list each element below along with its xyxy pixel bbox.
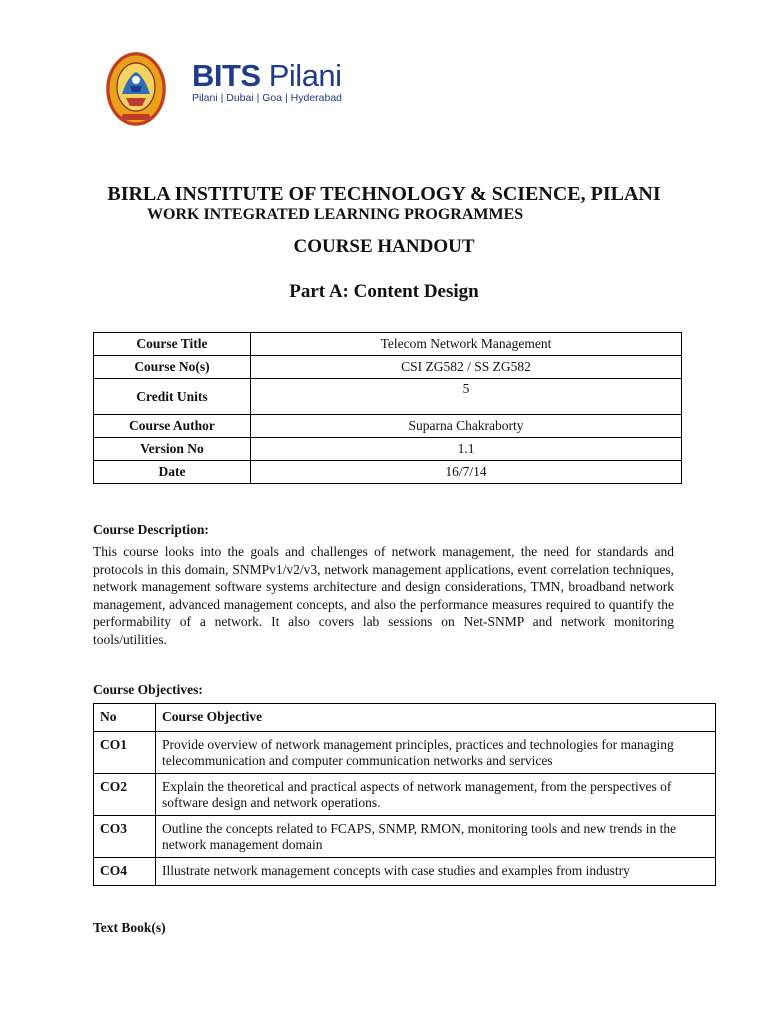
table-row bbox=[94, 732, 716, 774]
table-header-row bbox=[94, 704, 716, 732]
course-description-text: This course looks into the goals and challenges of network management, the need for standards and protocols in this domain, SNMPv1/v2/v3, network management applications, event correlation techniques, network management software systems architecture and design considerations, TMN, broadband network management, advanced management concepts, and also the performance measures required to quantify the performability of a network. It also covers lab sessions on Net-SNMP and network monitoring tools/utilities. bbox=[93, 544, 674, 647]
course-info-table bbox=[93, 332, 682, 484]
table-row bbox=[94, 461, 682, 484]
course-no-value: CSI ZG582 / SS ZG582 bbox=[251, 356, 682, 379]
logo-campus-list: Pilani | Dubai | Goa | Hyderabad bbox=[192, 92, 343, 104]
objective-no: CO4 bbox=[94, 858, 156, 886]
course-author-value: Suparna Chakraborty bbox=[251, 415, 682, 438]
objective-text: Explain the theoretical and practical aspects of network management, from the perspectives of software design and network operations. bbox=[156, 774, 716, 816]
column-header-no: No bbox=[94, 704, 156, 732]
course-description-heading: Course Description: bbox=[93, 522, 209, 537]
logo-wordmark: BITS Pilani bbox=[192, 58, 342, 93]
table-row bbox=[94, 379, 682, 415]
textbooks-heading: Text Book(s) bbox=[93, 920, 166, 935]
objective-text: Provide overview of network management principles, practices and technologies for managing telecommunication and computer communication networks and services bbox=[156, 732, 716, 774]
objective-no: CO3 bbox=[94, 816, 156, 858]
table-row bbox=[94, 816, 716, 858]
date-value: 16/7/14 bbox=[251, 461, 682, 484]
course-no-label: Course No(s) bbox=[94, 356, 251, 379]
objective-no: CO1 bbox=[94, 732, 156, 774]
course-objectives-heading: Course Objectives: bbox=[93, 682, 203, 697]
credit-units-value: 5 bbox=[251, 379, 682, 415]
table-row bbox=[94, 858, 716, 886]
document-title: COURSE HANDOUT bbox=[293, 236, 475, 257]
course-objectives-table bbox=[93, 703, 716, 886]
table-row bbox=[94, 774, 716, 816]
bits-pilani-logo bbox=[92, 50, 362, 128]
table-row bbox=[94, 333, 682, 356]
institute-seal-icon bbox=[92, 50, 180, 128]
column-header-objective: Course Objective bbox=[156, 704, 716, 732]
institute-name: BIRLA INSTITUTE OF TECHNOLOGY & SCIENCE, PILANI bbox=[107, 183, 661, 205]
table-row bbox=[94, 438, 682, 461]
credit-units-label: Credit Units bbox=[94, 379, 251, 415]
course-title-label: Course Title bbox=[94, 333, 251, 356]
objective-text: Outline the concepts related to FCAPS, SNMP, RMON, monitoring tools and new trends in the network management domain bbox=[156, 816, 716, 858]
part-title: Part A: Content Design bbox=[289, 281, 479, 302]
course-title-value: Telecom Network Management bbox=[251, 333, 682, 356]
course-author-label: Course Author bbox=[94, 415, 251, 438]
objective-no: CO2 bbox=[94, 774, 156, 816]
version-no-value: 1.1 bbox=[251, 438, 682, 461]
objective-text: Illustrate network management concepts with case studies and examples from industry bbox=[156, 858, 716, 886]
programme-name: WORK INTEGRATED LEARNING PROGRAMMES bbox=[147, 206, 524, 223]
version-no-label: Version No bbox=[94, 438, 251, 461]
table-row bbox=[94, 415, 682, 438]
date-label: Date bbox=[94, 461, 251, 484]
table-row bbox=[94, 356, 682, 379]
